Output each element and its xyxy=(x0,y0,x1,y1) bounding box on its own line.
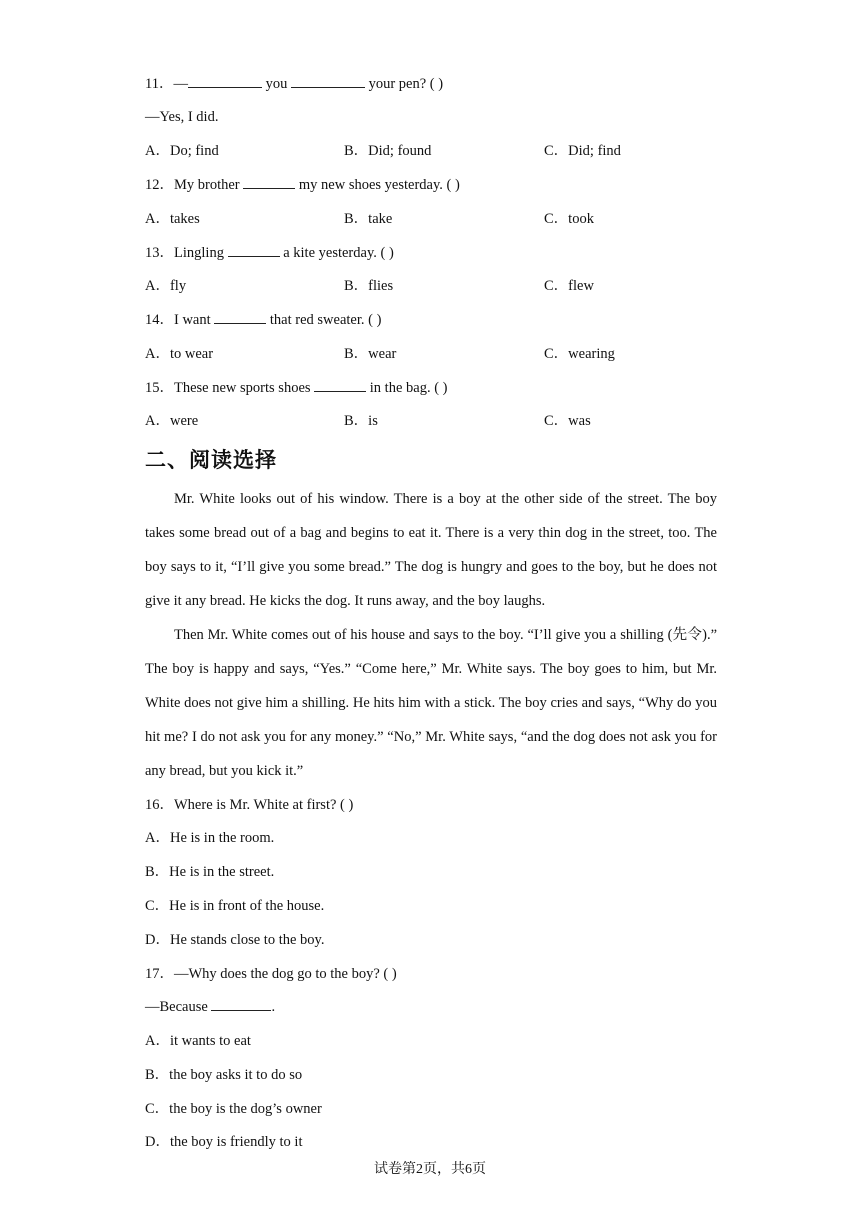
question-text: —Because xyxy=(145,999,212,1015)
question-text: 14．I want xyxy=(145,312,215,328)
page-footer: 试卷第2页，共6页 xyxy=(374,1162,486,1177)
question-15 xyxy=(145,379,448,397)
question-17: 17．—Why does the dog go to the boy? ( ) xyxy=(145,966,397,982)
option-c: C．the boy is the dog’s owner xyxy=(145,1101,322,1117)
question-11 xyxy=(145,75,443,93)
question-text: a kite yesterday. ( ) xyxy=(279,245,394,261)
question-text: 13．Lingling xyxy=(145,245,228,261)
question-11-reply: —Yes, I did. xyxy=(145,109,219,125)
answer-blank xyxy=(243,176,295,189)
option-b: B．Did; found xyxy=(344,143,432,159)
question-14 xyxy=(145,311,381,329)
answer-blank xyxy=(314,379,366,392)
option-a: A．Do; find xyxy=(145,143,219,159)
answer-blank xyxy=(214,311,266,324)
question-12 xyxy=(145,176,460,194)
option-c: C．He is in front of the house. xyxy=(145,898,325,914)
question-text: that red sweater. ( ) xyxy=(266,312,382,328)
option-a: A．He is in the room. xyxy=(145,830,275,846)
option-c: C．was xyxy=(544,413,591,429)
option-a: A．fly xyxy=(145,278,187,294)
option-b: B．take xyxy=(344,211,393,227)
passage-paragraph-2: Then Mr. White comes out of his house and says to the boy. “I’ll give you a shilling (先令).” The boy is happy and says, “Yes.” “Come here,” Mr. White says. The boy goes to him, but Mr. White does not give him a shilling. He hits him with a stick. The boy cries and says, “Why do you hit me? I do not ask you for any money.” “No,” Mr. White says, “and the dog does not ask you for any bread, but you kick it.” xyxy=(145,627,717,779)
option-d: D．the boy is friendly to it xyxy=(145,1134,303,1150)
answer-blank xyxy=(188,75,262,88)
question-16: 16．Where is Mr. White at first? ( ) xyxy=(145,797,354,813)
option-b: B．He is in the street. xyxy=(145,864,275,880)
option-b: B．the boy asks it to do so xyxy=(145,1067,303,1083)
question-17-reply xyxy=(145,998,275,1016)
option-c: C．Did; find xyxy=(544,143,621,159)
option-a: A．it wants to eat xyxy=(145,1033,251,1049)
question-text: in the bag. ( ) xyxy=(366,380,448,396)
question-text: 15．These new sports shoes xyxy=(145,380,315,396)
section-title: 二、阅读选择 xyxy=(145,448,277,472)
dash: — xyxy=(173,76,188,92)
answer-blank xyxy=(291,75,365,88)
option-b: B．is xyxy=(344,413,378,429)
question-text: my new shoes yesterday. ( ) xyxy=(295,177,460,193)
option-c: C．wearing xyxy=(544,346,615,362)
question-text: 12．My brother xyxy=(145,177,244,193)
passage-paragraph-1: Mr. White looks out of his window. There is a boy at the other side of the street. The boy takes some bread out of a bag and begins to eat it. There is a very thin dog in the street, too. The boy says to it, “I’ll give you some bread.” The dog is hungry and goes to the boy, but he does not give it any bread. He kicks the dog. It runs away, and the boy laughs. xyxy=(145,491,717,609)
answer-blank xyxy=(211,998,271,1011)
option-a: A．to wear xyxy=(145,346,214,362)
answer-blank xyxy=(228,244,280,257)
question-13 xyxy=(145,244,394,262)
question-number: 11． xyxy=(145,76,174,92)
option-b: B．wear xyxy=(344,346,397,362)
option-a: A．were xyxy=(145,413,199,429)
option-b: B．flies xyxy=(344,278,394,294)
question-text: . xyxy=(271,999,276,1015)
option-c: C．took xyxy=(544,211,594,227)
option-d: D．He stands close to the boy. xyxy=(145,932,325,948)
option-c: C．flew xyxy=(544,278,594,294)
question-text: your pen? ( ) xyxy=(364,76,444,92)
option-a: A．takes xyxy=(145,211,200,227)
question-text: you xyxy=(261,76,291,92)
